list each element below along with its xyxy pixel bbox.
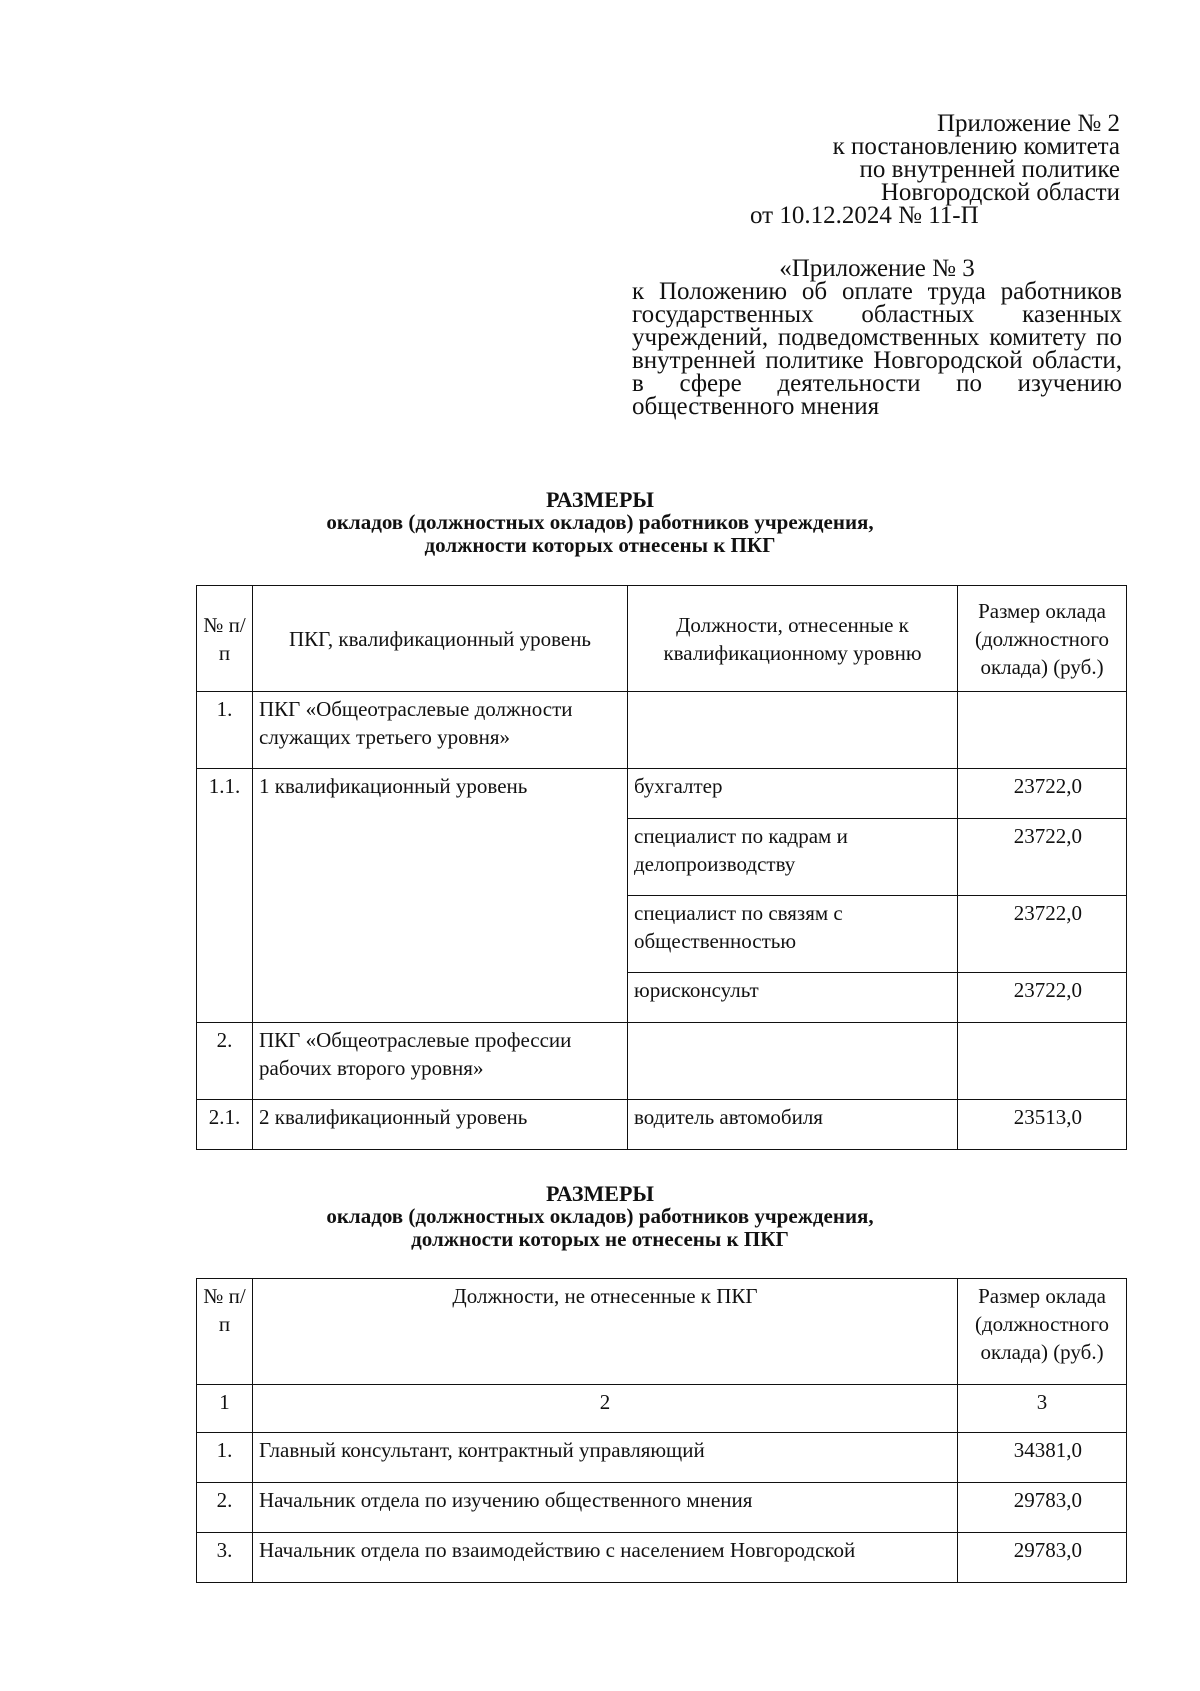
section1-heading: РАЗМЕРЫ xyxy=(545,487,655,512)
row-position: бухгалтер xyxy=(628,769,958,819)
header-num: № п/п xyxy=(197,1279,253,1385)
column-number-row xyxy=(197,1385,1127,1433)
annex-heading: «Приложение № 3 xyxy=(779,255,975,282)
row-pkg: 2 квалификационный уровень xyxy=(253,1100,628,1150)
col-number: 1 xyxy=(197,1385,253,1433)
table-row xyxy=(197,769,1127,819)
section2-title xyxy=(0,1182,1200,1251)
row-position: Главный консультант, контрактный управляющий xyxy=(253,1433,958,1483)
row-salary: 34381,0 xyxy=(958,1433,1127,1483)
non-pkg-salary-table xyxy=(196,1278,1127,1583)
row-salary: 23722,0 xyxy=(958,769,1127,819)
row-num: 2.1. xyxy=(197,1100,253,1150)
row-salary: 23722,0 xyxy=(958,973,1127,1023)
table-row xyxy=(197,1483,1127,1533)
row-salary xyxy=(958,1023,1127,1100)
table-row xyxy=(197,692,1127,769)
row-position: водитель автомобиля xyxy=(628,1100,958,1150)
appendix-line: Новгородской области xyxy=(880,179,1120,206)
table-header-row xyxy=(197,1279,1127,1385)
row-salary: 23722,0 xyxy=(958,819,1127,896)
header-salary: Размер оклада (должностного оклада) (руб.) xyxy=(958,1279,1127,1385)
row-num: 2. xyxy=(197,1483,253,1533)
header-positions: Должности, отнесенные к квалификационному уровню xyxy=(628,586,958,692)
header-num: № п/п xyxy=(197,586,253,692)
row-pkg: ПКГ «Общеотраслевые профессии рабочих второго уровня» xyxy=(253,1023,628,1100)
row-salary: 23722,0 xyxy=(958,896,1127,973)
section2-subtitle-line2: должности которых не отнесены к ПКГ xyxy=(411,1227,789,1251)
header-positions: Должности, не отнесенные к ПКГ xyxy=(253,1279,958,1385)
row-position: специалист по связям с общественностью xyxy=(628,896,958,973)
section1-subtitle-line2: должности которых отнесены к ПКГ xyxy=(424,533,776,557)
header-pkg: ПКГ, квалификационный уровень xyxy=(253,586,628,692)
appendix-line: Приложение № 2 xyxy=(936,110,1120,137)
appendix-reference xyxy=(700,112,1120,227)
table-header-row xyxy=(197,586,1127,692)
section1-title xyxy=(0,488,1200,557)
pkg-salary-table xyxy=(196,585,1127,1150)
table-row xyxy=(197,1433,1127,1483)
annex-text: к Положению об оплате труда работников государственных областных казенных учреждений, подведомственных комитету по внутренней политике Новгородской области, в сфере деятельности по изучению общественного мнения xyxy=(632,278,1122,420)
row-salary: 29783,0 xyxy=(958,1483,1127,1533)
row-salary xyxy=(958,692,1127,769)
row-salary: 29783,0 xyxy=(958,1533,1127,1583)
row-position: специалист по кадрам и делопроизводству xyxy=(628,819,958,896)
row-salary: 23513,0 xyxy=(958,1100,1127,1150)
row-num: 1. xyxy=(197,692,253,769)
row-position xyxy=(628,692,958,769)
row-position: Начальник отдела по изучению общественного мнения xyxy=(253,1483,958,1533)
row-num: 2. xyxy=(197,1023,253,1100)
section1-subtitle-line1: окладов (должностных окладов) работников учреждения, xyxy=(326,510,874,534)
row-pkg: ПКГ «Общеотраслевые должности служащих третьего уровня» xyxy=(253,692,628,769)
header-salary: Размер оклада (должностного оклада) (руб.) xyxy=(958,586,1127,692)
section2-heading: РАЗМЕРЫ xyxy=(545,1181,655,1206)
appendix-line: по внутренней политике xyxy=(859,156,1120,183)
appendix-line: к постановлению комитета xyxy=(832,133,1120,160)
table-row xyxy=(197,1533,1127,1583)
annex-reference xyxy=(632,257,1122,418)
row-position: Начальник отдела по взаимодействию с населением Новгородской xyxy=(253,1533,958,1583)
row-num: 1. xyxy=(197,1433,253,1483)
table-row xyxy=(197,1023,1127,1100)
table-row xyxy=(197,1100,1127,1150)
col-number: 3 xyxy=(958,1385,1127,1433)
row-num: 3. xyxy=(197,1533,253,1583)
row-position: юрисконсульт xyxy=(628,973,958,1023)
row-num: 1.1. xyxy=(197,769,253,1023)
appendix-date-number: от 10.12.2024 № 11-П xyxy=(750,202,979,229)
row-position xyxy=(628,1023,958,1100)
section2-subtitle-line1: окладов (должностных окладов) работников учреждения, xyxy=(326,1204,874,1228)
row-pkg: 1 квалификационный уровень xyxy=(253,769,628,1023)
col-number: 2 xyxy=(253,1385,958,1433)
